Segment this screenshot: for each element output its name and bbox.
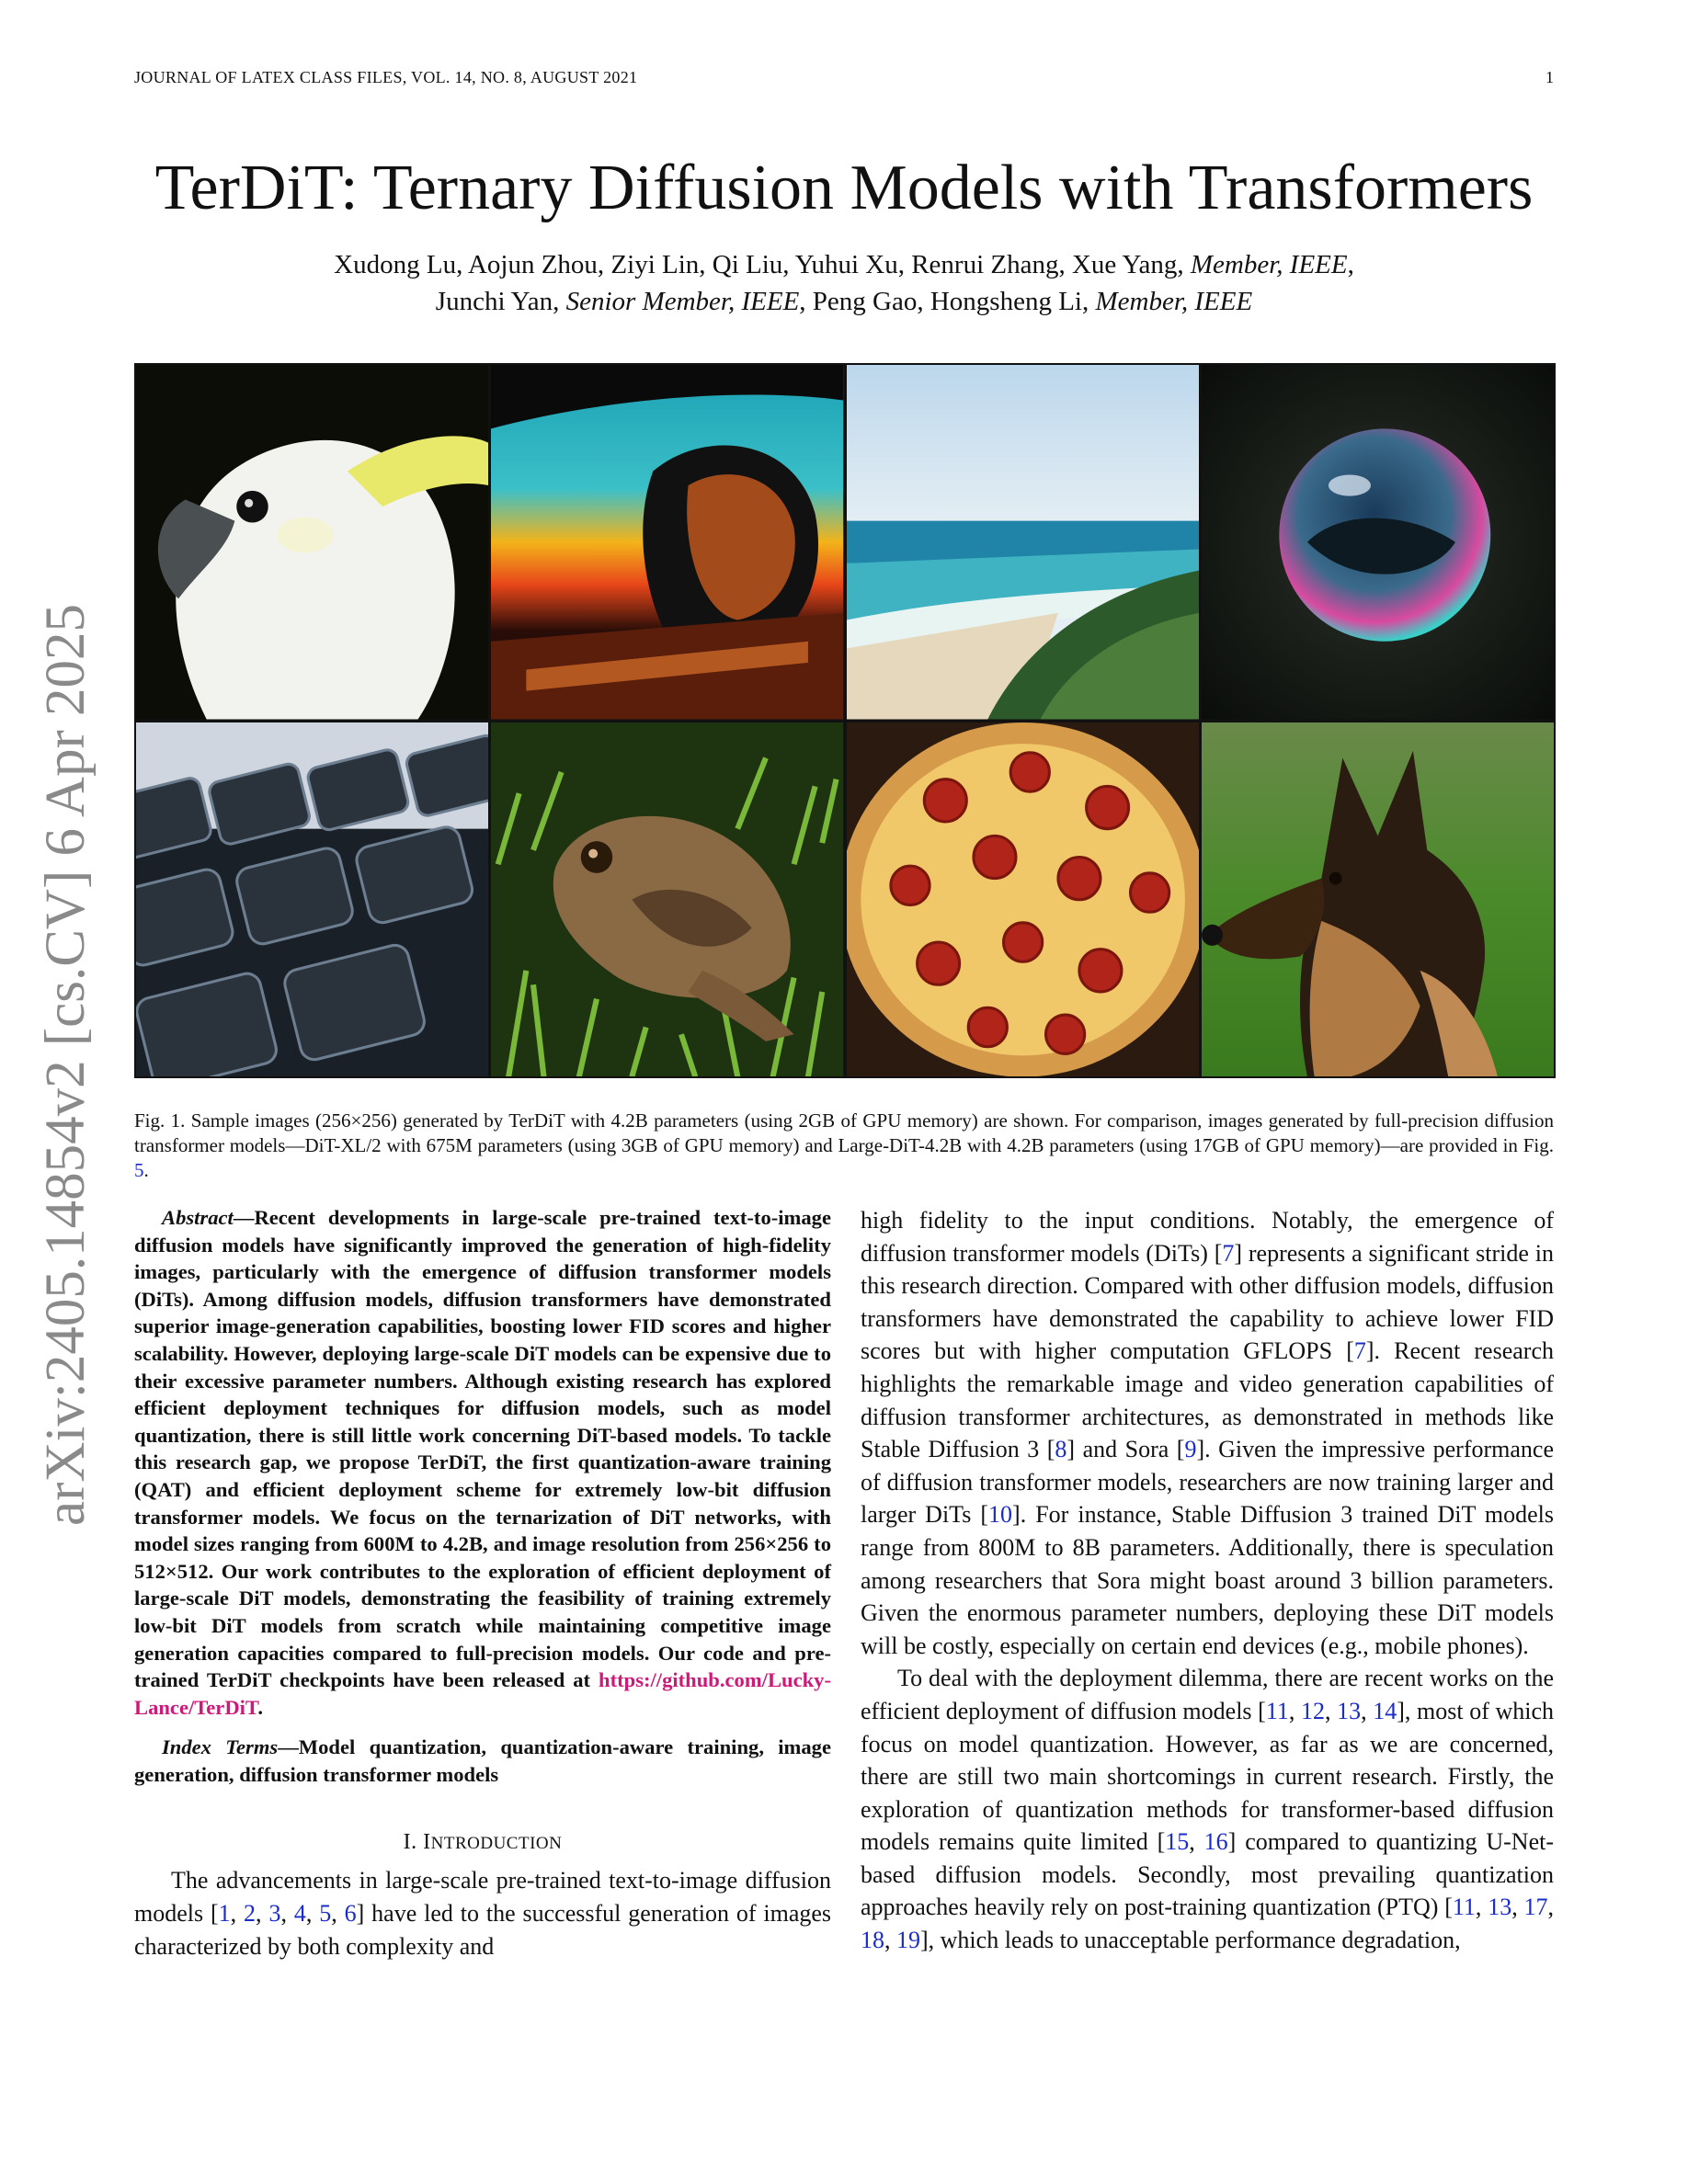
sample-image-german-shepherd — [1202, 722, 1554, 1077]
abstract-end: . — [257, 1695, 263, 1719]
citation-link[interactable]: 8 — [1055, 1436, 1067, 1463]
arxiv-identifier-stamp: arXiv:2405.14854v2 [cs.CV] 6 Apr 2025 — [35, 603, 97, 1526]
author-role: Senior Member, IEEE — [565, 287, 800, 316]
text-run: ] have led to the successful generation of images characterized by both complexity and — [134, 1900, 832, 1960]
text-run: , — [256, 1900, 269, 1928]
caption-text: Fig. 1. Sample images (256×256) generated by TerDiT with 4.2B parameters (using 2GB of GPU memory) are shown. For comparison, images generated by full-precision diffusion transformer models—DiT-XL/2 with 675M parameters (using 3GB of GPU memory) and Large-DiT-4.2B with 4.2B parameters (using 17GB of GPU memory)—are provided in Fig. — [134, 1109, 1554, 1156]
citation-link[interactable]: 14 — [1373, 1697, 1397, 1724]
citation-link[interactable]: 18 — [861, 1927, 884, 1954]
author-role: Member, IEEE — [1095, 287, 1253, 316]
paper-title: TerDiT: Ternary Diffusion Models with Transformers — [154, 153, 1534, 223]
caption-end: . — [143, 1159, 149, 1181]
citation-link[interactable]: 17 — [1523, 1894, 1548, 1921]
sample-image-cockatoo — [136, 365, 488, 720]
text-run: , — [1361, 1697, 1374, 1724]
journal-header: JOURNAL OF LATEX CLASS FILES, VOL. 14, NO. 8, AUGUST 2021 — [134, 68, 638, 86]
citation-link[interactable]: 7 — [1353, 1337, 1366, 1365]
text-run: , — [1324, 1697, 1338, 1724]
author-list — [134, 246, 1554, 320]
right-column — [861, 1204, 1554, 1957]
index-terms-body: —Model quantization, quantization-aware training, image generation, diffusion transformer models — [134, 1735, 831, 1786]
text-run: ], most of which focus on model quantization. However, as far as we are concerned, there are still two main shortcomings in current research. Firstly, the exploration of quantization methods for transformer-based diffusion models remains quite limited [ — [861, 1697, 1555, 1856]
text-run: , — [1511, 1894, 1524, 1921]
citation-link[interactable]: 4 — [293, 1900, 306, 1928]
text-run: ] represents a significant stride in this research direction. Compared with other diffusion models, diffusion transformers have demonstrated the capability to achieve lower FID scores but with higher computation GFLOPS [ — [861, 1239, 1554, 1365]
citation-link[interactable]: 16 — [1203, 1828, 1228, 1856]
section-title-rest: NTRODUCTION — [430, 1834, 563, 1854]
index-terms — [134, 1734, 831, 1788]
citation-link[interactable]: 13 — [1337, 1697, 1362, 1724]
sample-image-soap-bubble — [1202, 365, 1554, 720]
page-number: 1 — [1545, 68, 1554, 86]
abstract — [134, 1204, 831, 1721]
section-number: I. — [403, 1830, 424, 1855]
citation-link[interactable]: 11 — [1265, 1697, 1289, 1724]
abstract-lead: Abstract — [162, 1206, 234, 1229]
text-run: ], which leads to unacceptable performance degradation, — [920, 1927, 1461, 1954]
sample-image-sunset-car — [491, 365, 843, 720]
github-link[interactable]: https://github.com/Lucky-Lance/TerDiT — [134, 1668, 831, 1719]
figure-1-sample-grid — [134, 363, 1556, 1078]
text-run: ] and Sora [ — [1066, 1436, 1185, 1463]
text-run: , — [1189, 1828, 1204, 1856]
citation-link[interactable]: 13 — [1488, 1894, 1512, 1921]
citation-link[interactable]: 12 — [1300, 1697, 1325, 1724]
text-run: To deal with the deployment dilemma, there are recent works on the efficient deployment of diffusion models [ — [861, 1665, 1554, 1724]
citation-link[interactable]: 7 — [1222, 1239, 1235, 1267]
text-run: , — [230, 1900, 245, 1928]
section-first-letter: I — [423, 1830, 431, 1855]
authors-line2-names: , Peng Gao, Hongsheng Li, — [799, 287, 1096, 316]
citation-link[interactable]: 5 — [319, 1900, 332, 1928]
figure-reference-link[interactable]: 5 — [134, 1159, 144, 1181]
citation-link[interactable]: 11 — [1452, 1894, 1476, 1921]
sample-image-beach — [847, 365, 1199, 720]
text-run: ]. Given the impressive performance of diffusion transformer models, researchers are now training larger and larger DiTs [ — [861, 1436, 1555, 1529]
authors-punct: , — [1347, 250, 1354, 279]
deployment-paragraph — [861, 1662, 1554, 1956]
text-run: high fidelity to the input conditions. Notably, the emergence of diffusion transformer models (DiTs) [ — [861, 1207, 1554, 1267]
abstract-body: —Recent developments in large-scale pre-trained text-to-image diffusion models have significantly improved the generation of high-fidelity images, particularly with the emergence of diffusion transformer models (DiTs). Among diffusion models, diffusion transformers have demonstrated superior image-generation capabilities, boosting lower FID scores and higher scalability. However, deploying large-scale DiT models can be expensive due to their excessive parameter numbers. Although existing research has explored efficient deployment techniques for diffusion models, such as model quantization, there is still little work concerning DiT-based models. To tackle this research gap, we propose TerDiT, the first quantization-aware training (QAT) and efficient deployment scheme for extremely low-bit diffusion transformer models. We focus on the ternarization of DiT networks, with model sizes ranging from 600M to 4.2B, and image resolution from 256×256 to 512×512. Our work contributes to the exploration of efficient deployment of large-scale DiT models, demonstrating the feasibility of training extremely low-bit DiT models from scratch while maintaining competitive image generation capacities compared to full-precision models. Our code and pre-trained TerDiT checkpoints have been released at — [134, 1206, 831, 1692]
citation-link[interactable]: 6 — [344, 1900, 357, 1928]
sample-image-frog — [491, 722, 843, 1077]
index-terms-lead: Index Terms — [162, 1735, 279, 1759]
citation-link[interactable]: 19 — [896, 1927, 920, 1954]
intro-paragraph-continued — [861, 1204, 1554, 1662]
text-run: , — [331, 1900, 345, 1928]
text-run: ]. Recent research highlights the remarkable image and video generation capabilities of diffusion transformer architectures, as demonstrated in methods like Stable Diffusion 3 [ — [861, 1337, 1554, 1463]
text-run: , — [1475, 1894, 1488, 1921]
text-run: , — [1288, 1697, 1301, 1724]
sample-image-pizza — [847, 722, 1199, 1077]
section-heading-introduction — [134, 1830, 831, 1855]
author-role: Member, IEEE — [1190, 250, 1348, 279]
citation-link[interactable]: 15 — [1165, 1828, 1190, 1856]
authors-line2-name: Junchi Yan, — [435, 287, 566, 316]
text-run: ]. For instance, Stable Diffusion 3 trained DiT models range from 800M to 8B parameters. Additionally, there is speculation among researchers that Sora might boast around 3 billion parameters. Given the enormous parameter numbers, deploying these DiT models will be costly, especially on certain end devices (e.g., mobile phones). — [861, 1501, 1554, 1659]
citation-link[interactable]: 10 — [988, 1501, 1013, 1529]
sample-image-keyboard — [136, 722, 488, 1077]
text-run: , — [280, 1900, 294, 1928]
citation-link[interactable]: 3 — [268, 1900, 281, 1928]
citation-link[interactable]: 2 — [244, 1900, 257, 1928]
text-run: , — [884, 1927, 896, 1954]
text-run: , — [1547, 1894, 1555, 1921]
left-column — [134, 1204, 831, 1962]
figure-caption — [134, 1109, 1554, 1183]
authors-line1: Xudong Lu, Aojun Zhou, Ziyi Lin, Qi Liu, Yuhui Xu, Renrui Zhang, Xue Yang, — [334, 250, 1191, 279]
text-run: , — [305, 1900, 320, 1928]
citation-link[interactable]: 1 — [218, 1900, 231, 1928]
intro-paragraph — [134, 1864, 831, 1962]
citation-link[interactable]: 9 — [1184, 1436, 1197, 1463]
text-run: The advancements in large-scale pre-trained text-to-image diffusion models [ — [134, 1867, 831, 1928]
text-run: ] compared to quantizing U-Net-based diffusion models. Secondly, most prevailing quantization approaches heavily rely on post-training quantization (PTQ) [ — [861, 1828, 1554, 1921]
